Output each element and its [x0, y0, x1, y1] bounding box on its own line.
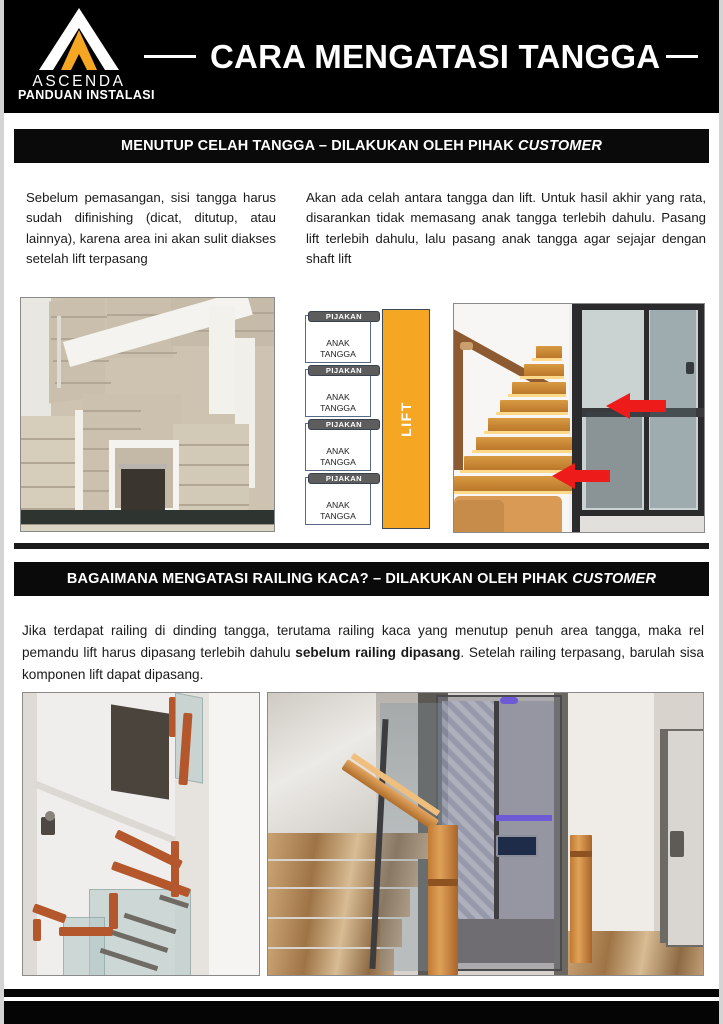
- diagram-tread-2: [305, 369, 371, 417]
- stair-stack: [305, 309, 371, 529]
- paragraph-railing-install-order: [22, 620, 704, 686]
- tread-label-line1: ANAK: [326, 338, 350, 349]
- section-banner-text: [67, 571, 656, 587]
- ascenda-chevron-logo-icon: [33, 6, 125, 72]
- red-left-arrow-icon-1: [606, 392, 666, 425]
- diagram-tread-3: [305, 423, 371, 471]
- diagram-tread-4: [305, 477, 371, 525]
- page-edge-right: [719, 0, 723, 1024]
- red-left-arrow-icon-2: [552, 462, 610, 495]
- header-title-row: [136, 0, 719, 113]
- tread-label-line1: ANAK: [326, 446, 350, 457]
- diagram-tread-1: [305, 315, 371, 363]
- footer-bar: [4, 1001, 719, 1024]
- diagram-riser-4: PIJAKAN: [308, 473, 380, 484]
- paragraph-emphasis: sebelum railing dipasang: [295, 645, 461, 661]
- footer-thin-bar: [4, 989, 719, 997]
- brand-subtitle: PANDUAN INSTALASI: [18, 88, 155, 102]
- photo-white-stairwell-wood-glass-railing: [22, 692, 260, 976]
- paragraph-part-2: . Setelah railing terpasang, barulah sisa komponen lift dapat dipasang.: [22, 645, 704, 683]
- tread-label-line1: ANAK: [326, 392, 350, 403]
- section-banner-menutup-celah: [14, 129, 709, 163]
- photo-marble-stairs-glass-home-lift: [267, 692, 704, 976]
- diagram-lift-label: LIFT: [398, 401, 414, 437]
- section-banner-railing-kaca: [14, 562, 709, 596]
- tread-label-line2: TANGGA: [320, 402, 356, 413]
- banner-text-emphasis: CUSTOMER: [518, 138, 602, 154]
- header-rule-left: [144, 55, 196, 58]
- brand-name: ASCENDA: [32, 73, 126, 90]
- diagram-riser-1: PIJAKAN: [308, 311, 380, 322]
- brand-logo: [20, 6, 138, 91]
- banner-text-plain: MENUTUP CELAH TANGGA – DILAKUKAN OLEH PIHAK: [121, 138, 519, 154]
- banner-text-emphasis: CUSTOMER: [572, 571, 657, 587]
- diagram-riser-3: PIJAKAN: [308, 419, 380, 430]
- photo-unfinished-concrete-stairwell: [20, 297, 275, 532]
- paragraph-part-1: Jika terdapat railing di dinding tangga, terutama railing kaca yang menutup penuh area tangga, maka rel pemandu lift harus dipasang terlebih dahulu: [22, 623, 704, 661]
- banner-text-plain: BAGAIMANA MENGATASI RAILING KACA? – DILAKUKAN OLEH PIHAK: [66, 571, 573, 587]
- section-divider: [14, 543, 709, 549]
- tread-label-line2: TANGGA: [320, 456, 356, 467]
- section-banner-text: [121, 138, 602, 154]
- paragraph-finishing-before-install: Sebelum pemasangan, sisi tangga harus sudah difinishing (dicat, ditutup, atau lainnya), karena area ini akan sulit diakses setelah lift terpasang: [26, 190, 276, 267]
- paragraph-gap-between-stairs-and-lift: Akan ada celah antara tangga dan lift. Untuk hasil akhir yang rata, disarankan tidak memasang anak tangga terlebih dahulu. Pasang lift terlebih dahulu, lalu pasang anak tangga agar sejajar dengan shaft lift: [306, 190, 706, 267]
- page-edge-left: [0, 0, 4, 1024]
- page-header: [4, 0, 719, 113]
- diagram-riser-2: PIJAKAN: [308, 365, 380, 376]
- stair-lift-diagram: [298, 305, 446, 533]
- header-rule-right: [666, 55, 698, 58]
- photo-wooden-stairs-beside-glass-lift: [453, 303, 705, 533]
- diagram-lift-shaft: [382, 309, 430, 529]
- page-title: CARA MENGATASI TANGGA: [210, 37, 661, 75]
- tread-label-line2: TANGGA: [320, 510, 356, 521]
- tread-label-line2: TANGGA: [320, 348, 356, 359]
- tread-label-line1: ANAK: [326, 500, 350, 511]
